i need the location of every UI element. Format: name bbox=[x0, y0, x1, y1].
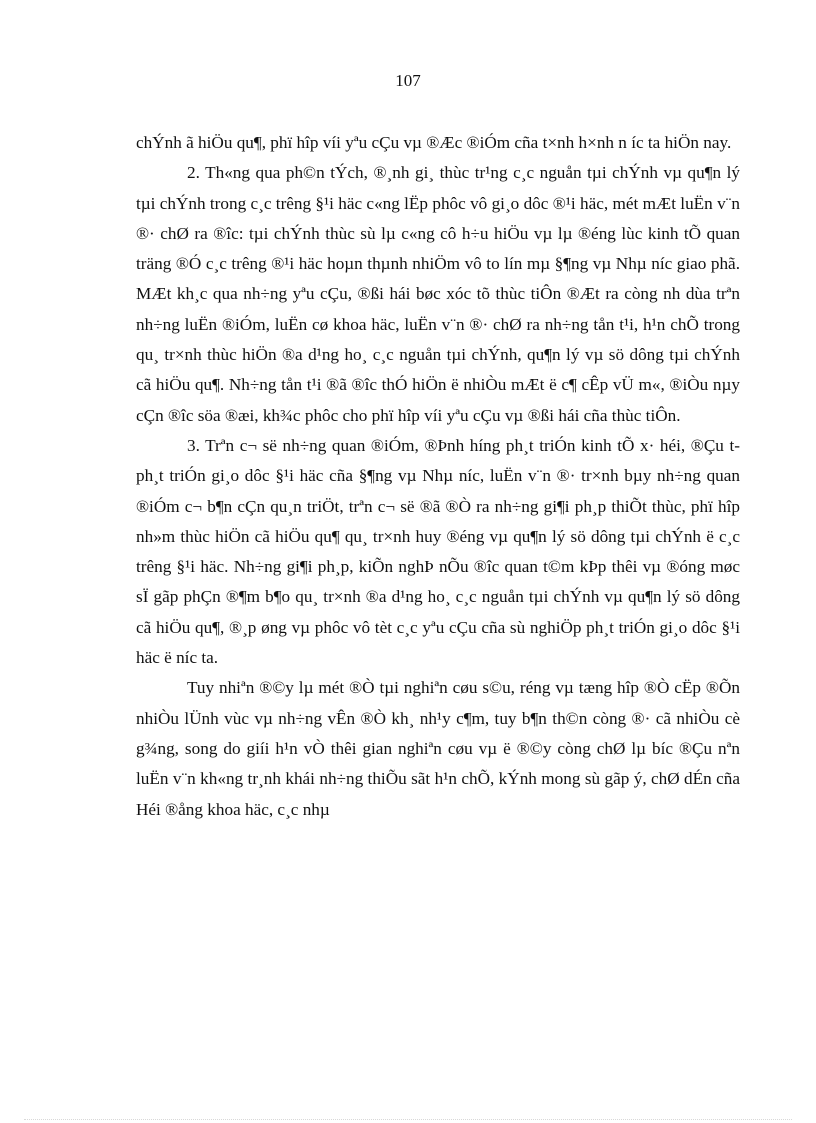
page-bottom-rule bbox=[24, 1119, 792, 1120]
page-number: 107 bbox=[395, 71, 421, 90]
paragraph-2: 2. Th«ng qua ph©n tÝch, ®¸nh gi¸ thùc tr¹ng c¸c nguån tµi chÝnh vµ qu¶n lý tµi chÝnh trong c¸c trêng §¹i häc c«ng lËp phôc vô gi¸o dôc ®¹i häc, mét mÆt luËn v¨n ®· chØ ra ®îc: tµi chÝnh thùc sù lµ c«ng cô h÷u hiÖu vµ lµ ®éng lùc kinh tÕ quan träng ®Ó c¸c trêng ®¹i häc hoµn thµnh nhiÖm vô to lín mµ §¶ng vµ Nhµ níc giao phã. MÆt kh¸c qua nh÷ng yªu cÇu, ®ßi hái bøc xóc tõ thùc tiÔn ®Æt ra còng nh dùa trªn nh÷ng luËn ®iÓm, luËn cø khoa häc, luËn v¨n ®· chØ ra nh÷ng tån t¹i, h¹n chÕ trong qu¸ tr×nh thùc hiÖn ®a d¹ng ho¸ c¸c nguån tµi chÝnh, qu¶n lý vµ sö dông tµi chÝnh cã hiÖu qu¶. Nh÷ng tån t¹i ®ã ®îc thÓ hiÖn ë nhiÒu mÆt ë c¶ cÊp vÜ m«, ®iÒu nµy cÇn ®îc söa ®æi, kh¾c phôc cho phï hîp víi yªu cÇu vµ ®ßi hái cña thùc tiÔn. bbox=[136, 163, 740, 425]
paragraph-4: Tuy nhiªn ®©y lµ mét ®Ò tµi nghiªn cøu s©u, réng vµ tæng hîp ®Ò cËp ®Õn nhiÒu lÜnh vùc vµ nh÷ng vÊn ®Ò kh¸ nh¹y c¶m, tuy b¶n th©n còng ®· cã nhiÒu cè g¾ng, song do giíi h¹n vÒ thêi gian nghiªn cøu vµ ë ®©y còng chØ lµ bíc ®Çu nªn luËn v¨n kh«ng tr¸nh khái nh÷ng thiÕu sãt h¹n chÕ, kÝnh mong sù gãp ý, chØ dÉn cña Héi ®ång khoa häc, c¸c nhµ bbox=[136, 678, 740, 819]
paragraph-1: chÝnh ã hiÖu qu¶, phï hîp víi yªu cÇu vµ ®Æc ®iÓm cña t×nh h×nh n íc ta hiÖn nay. bbox=[136, 133, 732, 152]
body-text bbox=[136, 128, 740, 825]
paragraph-3: 3. Trªn c¬ së nh÷ng quan ®iÓm, ®Þnh híng ph¸t triÓn kinh tÕ x· héi, ®Çu t ph¸t triÓn gi¸o dôc §¹i häc cña §¶ng vµ Nhµ níc, luËn v¨n ®· tr×nh bµy nh÷ng quan ®iÓm c¬ b¶n cÇn qu¸n triÖt, trªn c¬ së ®ã ®Ò ra nh÷ng gi¶i ph¸p thiÕt thùc, phï hîp nh»m thùc hiÖn cã hiÖu qu¶ qu¸ tr×nh huy ®éng vµ qu¶n lý sö dông tµi chÝnh ë c¸c trêng §¹i häc. Nh÷ng gi¶i ph¸p, kiÕn nghÞ nÕu ®îc quan t©m kÞp thêi vµ ®óng møc sÏ gãp phÇn ®¶m b¶o qu¸ tr×nh ®a d¹ng ho¸ c¸c nguån tµi chÝnh vµ qu¶n lý sö dông cã hiÖu qu¶, ®¸p øng vµ phôc vô tèt c¸c yªu cÇu cña sù nghiÖp ph¸t triÓn gi¸o dôc §¹i häc ë níc ta. bbox=[136, 435, 740, 668]
